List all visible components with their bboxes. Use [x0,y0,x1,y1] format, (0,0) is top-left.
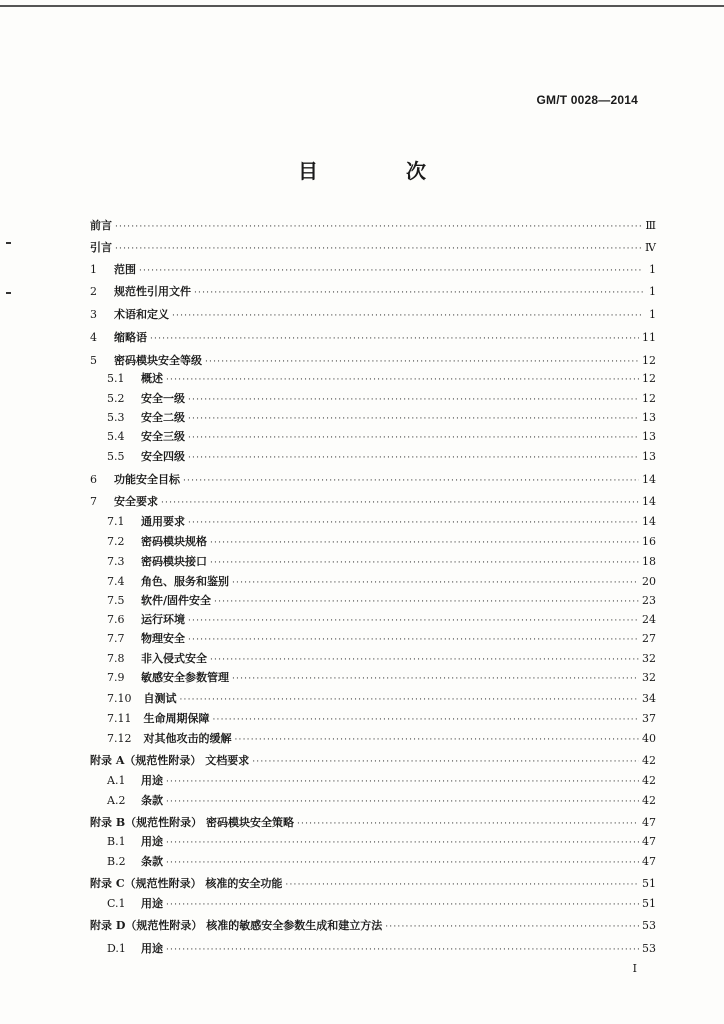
toc-entry-label: 密码模块接口 [141,555,207,568]
page-title: 目 次 [298,159,460,183]
toc-leader-dots [188,515,639,531]
scan-mark [6,242,11,244]
toc-entry-label: 安全要求 [114,495,158,508]
toc-entry-label: 前言 [90,219,112,232]
toc-entry-number: 7.11 [107,712,132,725]
toc-entry-number: D.1 [107,942,126,955]
toc-entry-label: 软件/固件安全 [141,594,212,607]
toc-entry-page: 42 [642,774,656,787]
toc-leader-dots [232,671,639,687]
toc-entry-label: 敏感安全参数管理 [141,671,229,684]
toc-entry-page: 53 [642,919,656,932]
toc-entry-label: 对其他攻击的缓解 [143,732,232,745]
toc-entry-label: 缩略语 [114,331,147,344]
toc-leader-dots [188,613,639,629]
toc-entry-number: 5.4 [107,430,125,443]
toc-leader-dots [166,774,639,790]
toc-entry[interactable] [107,514,656,530]
toc-entry-number: 5.1 [107,372,125,385]
toc-leader-dots [166,855,639,871]
toc-entry[interactable] [107,534,656,550]
toc-leader-dots [161,495,639,511]
toc-entry[interactable] [107,429,656,445]
toc-entry-label: 安全四级 [141,450,185,463]
toc-leader-dots [194,285,643,301]
toc-entry-page: Ⅳ [645,241,656,254]
toc-leader-dots [188,430,639,446]
toc-entry[interactable] [90,218,656,234]
toc-entry-page: 1 [649,285,656,298]
toc-leader-dots [210,535,639,551]
toc-entry-page: 53 [642,942,656,955]
toc-entry-number: 4 [90,331,97,344]
toc-entry-label: 用途 [141,835,163,848]
toc-entry-number: 7 [90,495,97,508]
toc-entry-number: 2 [90,285,97,298]
toc-entry[interactable] [90,494,656,510]
toc-entry[interactable] [107,391,656,407]
toc-entry[interactable] [107,896,656,912]
toc-entry-label: 运行环境 [141,613,185,626]
toc-entry-label: 生命周期保障 [143,712,210,725]
toc-entry[interactable] [90,330,656,346]
toc-entry[interactable] [90,284,656,300]
toc-entry-number: 1 [90,263,97,276]
toc-entry-page: 14 [642,473,656,486]
toc-leader-dots [232,575,639,591]
toc-entry[interactable] [107,574,656,590]
toc-entry-page: 12 [642,392,656,405]
toc-entry[interactable] [107,854,656,870]
toc-entry[interactable] [107,612,656,628]
toc-entry-number: A.1 [107,774,126,787]
toc-entry-page: 27 [642,632,656,645]
toc-entry-label: 概述 [141,372,163,385]
toc-entry[interactable] [90,240,656,256]
toc-entry[interactable] [107,670,656,686]
toc-entry-page: 18 [642,555,656,568]
toc-entry-page: 47 [642,816,656,829]
toc-entry-page: 13 [642,450,656,463]
toc-entry-label: 通用要求 [141,515,185,528]
footer-page-number: I [632,962,637,975]
toc-leader-dots [235,732,640,748]
toc-entry-label: 安全一级 [141,392,185,405]
toc-leader-dots [210,652,639,668]
toc-entry-number: 7.4 [107,575,125,588]
toc-entry[interactable] [90,876,656,892]
toc-entry-number: 3 [90,308,97,321]
toc-entry[interactable] [107,711,656,727]
scan-mark [6,292,11,294]
toc-entry-label: 非入侵式安全 [141,652,207,665]
toc-entry[interactable] [90,815,656,831]
toc-leader-dots [385,919,639,935]
toc-entry-page: Ⅲ [645,219,656,232]
toc-entry-label: 物理安全 [141,632,185,645]
toc-leader-dots [205,354,639,370]
toc-leader-dots [188,632,639,648]
toc-entry[interactable] [107,371,656,387]
toc-entry-label: 自测试 [143,692,177,705]
toc-entry-label: 术语和定义 [114,308,169,321]
toc-entry-label: 条款 [141,855,163,868]
toc-entry[interactable] [90,307,656,323]
toc-entry[interactable] [107,593,656,609]
toc-entry-page: 32 [642,671,656,684]
toc-entry-label: 规范性引用文件 [114,285,191,298]
toc-leader-dots [188,392,639,408]
toc-entry-label: 条款 [141,794,163,807]
toc-entry-page: 1 [649,263,656,276]
toc-entry-page: 11 [642,331,656,344]
toc-entry-number: B.2 [107,855,126,868]
toc-entry-number: 5.5 [107,450,125,463]
toc-entry-number: 7.8 [107,652,125,665]
toc-entry-page: 20 [642,575,656,588]
toc-entry-label: 附录 A（规范性附录） 文档要求 [90,754,250,767]
toc-entry-number: 5 [90,354,97,367]
toc-entry-page: 40 [642,732,656,745]
toc-entry-page: 13 [642,430,656,443]
toc-entry[interactable] [107,691,656,707]
toc-entry-page: 34 [642,692,656,705]
toc-entry-page: 1 [649,308,656,321]
toc-entry[interactable] [90,262,656,278]
toc-entry[interactable] [107,793,656,809]
toc-entry-page: 47 [642,855,656,868]
toc-entry-page: 37 [642,712,656,725]
toc-entry-number: 7.6 [107,613,125,626]
top-rule [0,5,724,7]
toc-entry-number: 7.12 [107,732,132,745]
toc-entry-page: 32 [642,652,656,665]
toc-entry-page: 16 [642,535,656,548]
toc-entry-label: 安全三级 [141,430,185,443]
toc-leader-dots [188,450,639,466]
toc-entry[interactable] [107,941,656,957]
toc-entry-page: 14 [642,495,656,508]
toc-leader-dots [115,241,642,257]
toc-entry-page: 14 [642,515,656,528]
toc-leader-dots [166,794,639,810]
toc-entry-label: 引言 [90,241,112,254]
toc-entry-number: 5.2 [107,392,125,405]
toc-entry-page: 24 [642,613,656,626]
document-code: GM/T 0028—2014 [536,93,638,107]
toc-entry[interactable] [90,918,656,934]
toc-entry-number: 5.3 [107,411,125,424]
toc-entry[interactable] [90,472,656,488]
toc-leader-dots [172,308,643,324]
toc-entry-number: 7.5 [107,594,125,607]
toc-entry-number: C.1 [107,897,126,910]
toc-leader-dots [214,594,639,610]
toc-entry[interactable] [107,731,656,747]
toc-entry-label: 用途 [141,897,163,910]
toc-entry[interactable] [107,410,656,426]
toc-leader-dots [297,816,639,832]
toc-entry-label: 范围 [114,263,136,276]
toc-entry-number: 6 [90,473,97,486]
toc-entry[interactable] [90,353,656,369]
toc-entry-number: 7.2 [107,535,125,548]
toc-leader-dots [252,754,639,770]
toc-entry-label: 功能安全目标 [114,473,180,486]
toc-entry-label: 用途 [141,774,163,787]
toc-entry[interactable] [107,449,656,465]
toc-entry[interactable] [90,753,656,769]
toc-leader-dots [213,712,640,728]
toc-entry[interactable] [107,554,656,570]
toc-leader-dots [166,942,639,958]
toc-leader-dots [115,219,642,235]
toc-entry-page: 47 [642,835,656,848]
toc-leader-dots [166,897,639,913]
toc-entry-page: 13 [642,411,656,424]
toc-entry-page: 42 [642,794,656,807]
toc-entry[interactable] [107,773,656,789]
toc-entry-label: 密码模块规格 [141,535,207,548]
toc-entry-label: 附录 C（规范性附录） 核准的安全功能 [90,877,283,890]
toc-entry-page: 51 [642,897,656,910]
toc-entry-page: 42 [642,754,656,767]
toc-entry-label: 附录 D（规范性附录） 核准的敏感安全参数生成和建立方法 [90,919,383,932]
toc-entry-page: 23 [642,594,656,607]
toc-entry-page: 12 [642,372,656,385]
toc-entry[interactable] [107,834,656,850]
toc-leader-dots [166,835,639,851]
toc-entry-label: 密码模块安全等级 [114,354,202,367]
toc-entry-number: 7.9 [107,671,125,684]
toc-entry-number: 7.7 [107,632,125,645]
toc-leader-dots [139,263,643,279]
toc-entry-number: 7.10 [107,692,132,705]
toc-entry[interactable] [107,651,656,667]
toc-entry-page: 12 [642,354,656,367]
toc-leader-dots [210,555,639,571]
toc-leader-dots [180,692,640,708]
toc-leader-dots [285,877,639,893]
toc-entry-number: 7.3 [107,555,125,568]
toc-entry-page: 51 [642,877,656,890]
toc-entry-label: 附录 B（规范性附录） 密码模块安全策略 [90,816,294,829]
toc-entry-label: 角色、服务和鉴别 [141,575,229,588]
toc-entry-label: 用途 [141,942,163,955]
toc-entry[interactable] [107,631,656,647]
toc-leader-dots [188,411,639,427]
toc-leader-dots [150,331,639,347]
toc-entry-label: 安全二级 [141,411,185,424]
toc-entry-number: 7.1 [107,515,125,528]
toc-entry-number: A.2 [107,794,126,807]
toc-leader-dots [183,473,639,489]
toc-leader-dots [166,372,639,388]
toc-entry-number: B.1 [107,835,126,848]
